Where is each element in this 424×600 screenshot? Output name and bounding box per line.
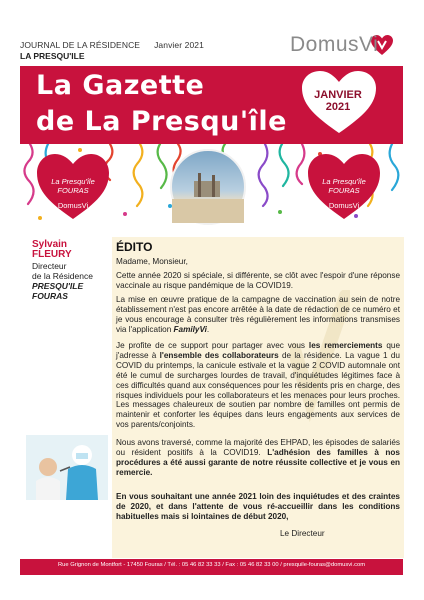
author-last-name: FLEURY [32, 249, 72, 260]
badge-month: JANVIER [314, 89, 362, 101]
domusvi-logo [290, 33, 400, 61]
paragraph-4: Nous avons traversé, comme la majorité des EHPAD, les épisodes de salariés ou résident positifs à la COVID19. L'adhésion des familles à nos procédures a été aussi garante de notre réussite collective et je vous en remercie. [116, 438, 400, 477]
logo-text: DomusVi [290, 33, 379, 56]
signature: Le Directeur [280, 529, 325, 538]
left-heart-text: La Presqu'île FOURAS DomusVi [51, 177, 95, 210]
author-role-line2: de la Résidence [32, 271, 93, 281]
beach-scene-image [172, 151, 244, 223]
paragraph-1: Cette année 2020 si spéciale, si différente, se clôt avec l'espoir d'une réponse vaccinale au risque pandémique de la COVID19. [116, 271, 400, 290]
author-residence-line1: PRESQU'ILE [32, 281, 84, 291]
paragraph-2: La mise en œuvre pratique de la campagne de vaccination au sein de notre établissement n'est pas encore arrêtée à la date de rédaction de ce numéro et je vous encourage à consulter très régulièrement les informations transmises via l'application FamilyVi. [116, 295, 400, 334]
gazette-title-line2: de La Presqu'île [36, 106, 287, 137]
author-first-name: Sylvain [32, 239, 68, 250]
author-role-line1: Directeur [32, 261, 67, 271]
edito-heading: ÉDITO [116, 240, 153, 254]
salutation: Madame, Monsieur, [116, 257, 188, 266]
paragraph-3: Je profite de ce support pour partager avec vous les remerciements que j'adresse à l'ensemble des collaborateurs de la résidence. La vague 1 du COVID du printemps, la canicule estivale et la vague 2 COVID automnale ont été le cumul de surcharges lourdes de travail, d'inquiétudes légitimes face à ces difficultés quand aux conséquences pour les résidents pris en charge, des risques individuels pour les collaborateurs et les menaces pour leurs proches. Les messages chaleureux de soutien par nombre de familles ont permis de maintenir et conforter les équipes dans leurs engagements aux services de vos parents/conjoints. [116, 341, 400, 430]
journal-label [20, 40, 204, 50]
author-residence-line2: FOURAS [32, 291, 68, 301]
journal-title: JOURNAL DE LA RÉSIDENCE [20, 40, 141, 50]
vaccination-image [26, 435, 108, 500]
paragraph-5: En vous souhaitant une année 2021 loin des inquiétudes et des craintes de 2020, et dans l'attente de vous ré-accueillir dans les conditions habituelles mais si lointaines de début 2020, [116, 492, 400, 521]
beach-photo [170, 149, 246, 225]
journal-date: Janvier 2021 [154, 40, 204, 50]
badge-year: 2021 [325, 101, 351, 113]
badge-date [304, 89, 372, 113]
residence-name: LA PRESQU'ILE [20, 51, 85, 61]
gazette-title-line1: La Gazette [36, 70, 205, 101]
vaccination-illustration [26, 435, 108, 500]
right-heart-text: La Presqu'île FOURAS DomusVi [322, 177, 366, 210]
footer-contact: Rue Grignon de Montfort - 17450 Fouras / Tél. : 05 46 82 33 33 / Fax : 05 46 82 33 00 / presquile-fouras@domusvi.com [57, 562, 366, 568]
